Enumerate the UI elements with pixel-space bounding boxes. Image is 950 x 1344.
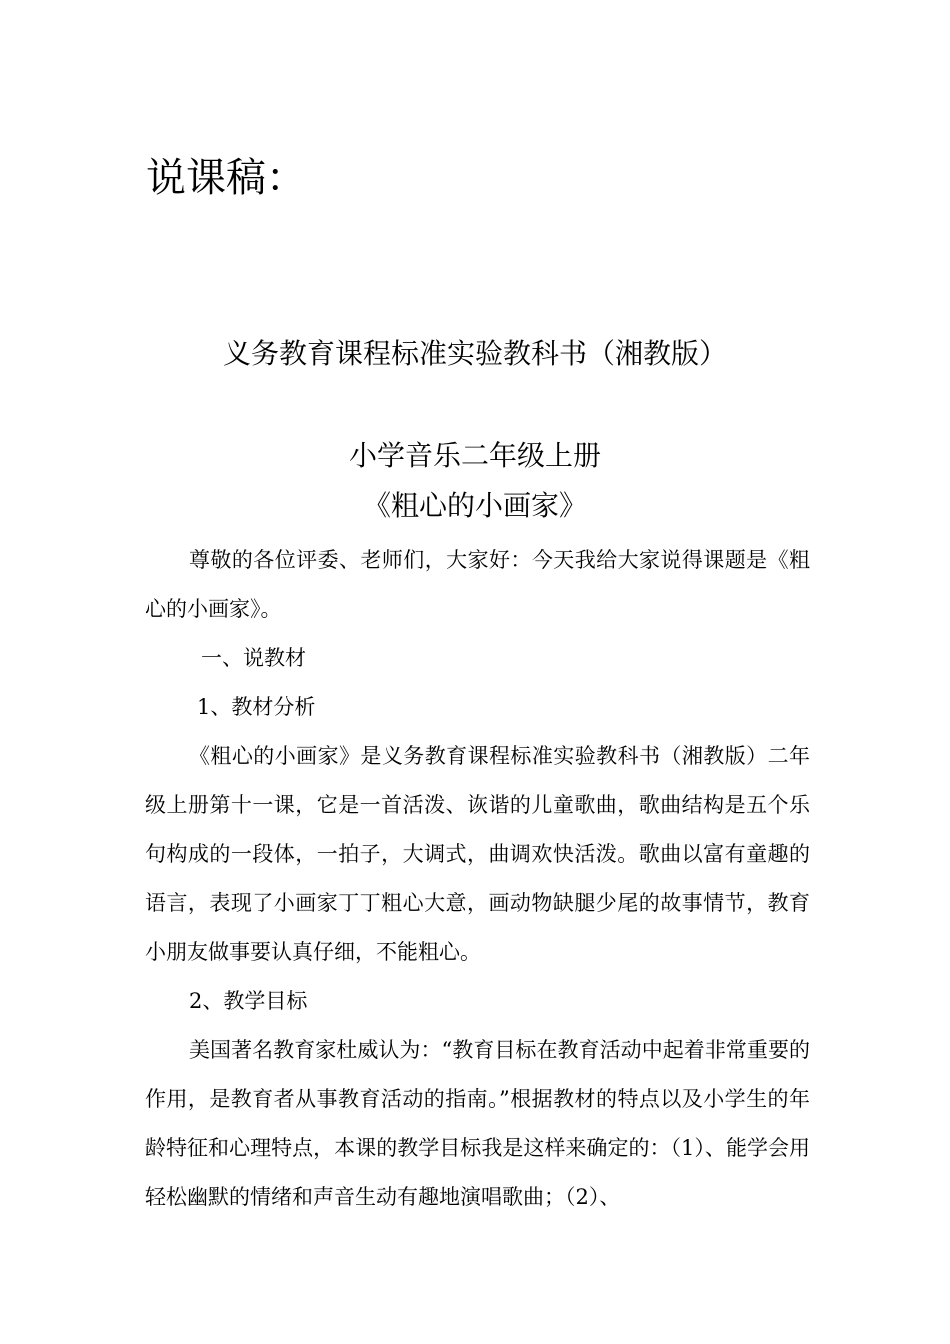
teaching-goals-paragraph: 美国著名教育家杜威认为：“教育目标在教育活动中起着非常重要的作用，是教育者从事教育活动的指南。”根据教材的特点以及小学生的年龄特征和心理特点，本课的教学目标我是这样来确定的：（1）、能学会用轻松幽默的情绪和声音生动有趣地演唱歌曲；（2）、 [145,1038,810,1209]
subsection-heading-material-analysis: 1、教材分析 [197,695,316,719]
section-heading-teaching-material: 一、说教材 [201,646,306,670]
textbook-series-heading: 义务教育课程标准实验教科书（湘教版） [222,337,727,370]
document-title: 说课稿： [146,155,306,201]
grade-heading: 小学音乐二年级上册 [348,439,601,472]
song-title-heading: 《粗心的小画家》 [362,489,587,522]
greeting-paragraph: 尊敬的各位评委、老师们，大家好：今天我给大家说得课题是《粗心的小画家》。 [145,548,810,621]
subsection-heading-teaching-goals: 2、教学目标 [189,989,308,1013]
material-analysis-paragraph: 《粗心的小画家》是义务教育课程标准实验教科书（湘教版）二年级上册第十一课，它是一首活泼、诙谐的儿童歌曲，歌曲结构是五个乐句构成的一段体，一拍子，大调式，曲调欢快活泼。歌曲以富有童趣的语言，表现了小画家丁丁粗心大意，画动物缺腿少尾的故事情节，教育小朋友做事要认真仔细，不能粗心。 [145,744,810,964]
